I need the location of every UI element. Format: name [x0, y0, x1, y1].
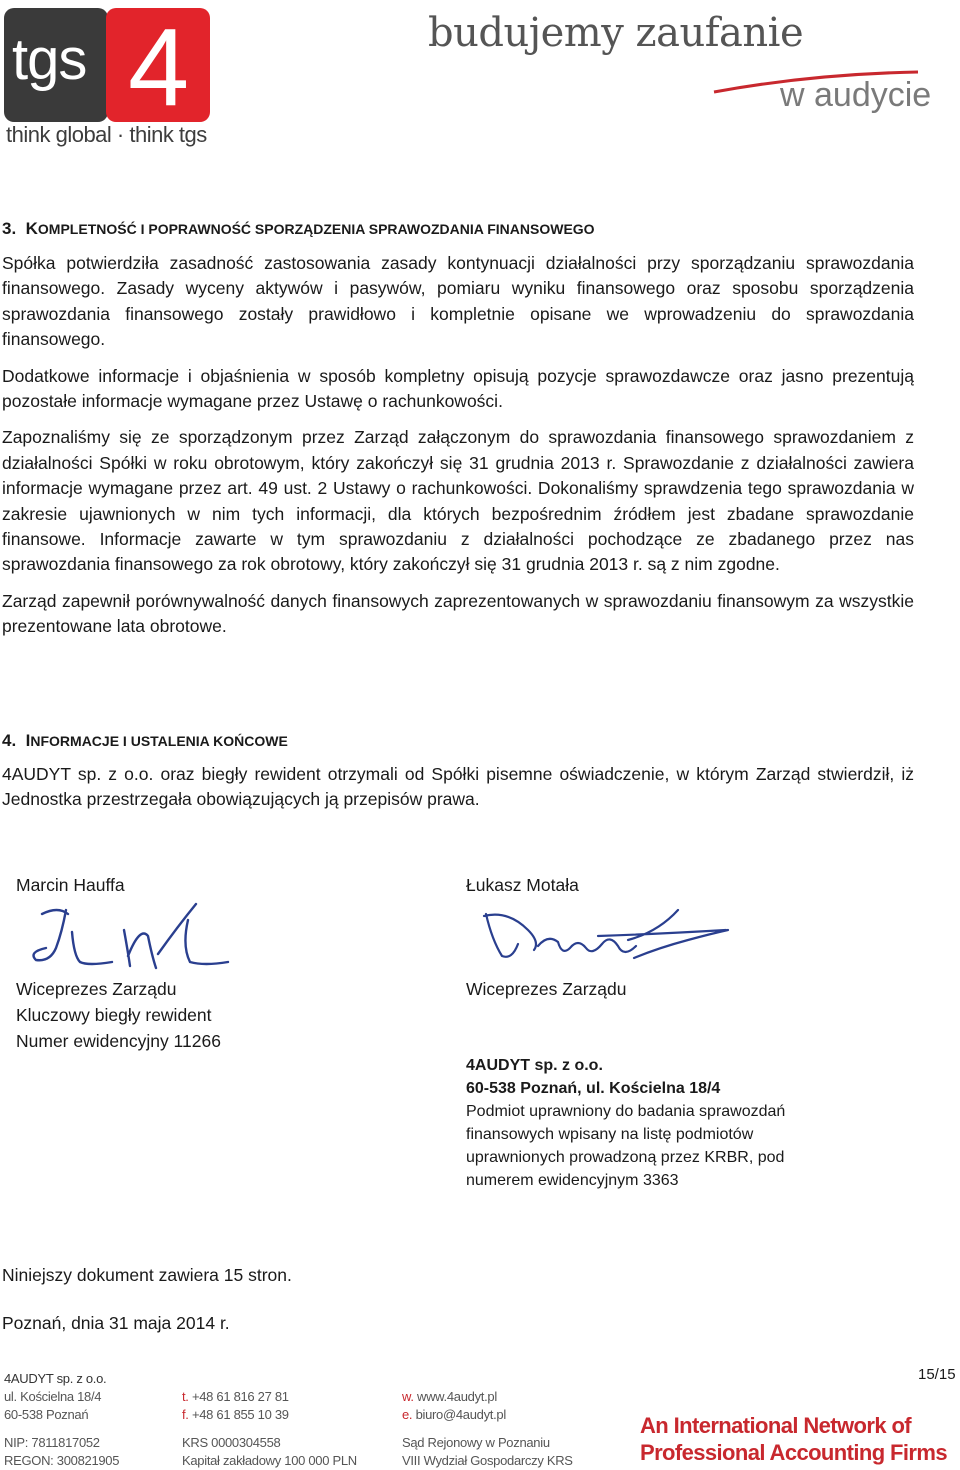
footer-court-1: Sąd Rejonowy w Poznaniu: [402, 1435, 550, 1450]
footer-network-line-1: An International Network of: [640, 1413, 912, 1438]
firm-address: 60-538 Poznań, ul. Kościelna 18/4: [466, 1080, 721, 1097]
section-4-heading: [2, 728, 914, 754]
footer-fax: +48 61 855 10 39: [191, 1407, 289, 1422]
footer-web-block: [402, 1388, 573, 1470]
footer-city: 60-538 Poznań: [4, 1407, 89, 1422]
section-3-heading: [2, 216, 914, 242]
footer-company: 4AUDYT sp. z o.o.: [4, 1371, 107, 1386]
signatory-right-name: Łukasz Motała: [466, 875, 579, 895]
section-4-title-initial: I: [25, 731, 31, 750]
page-number: 15/15: [918, 1366, 956, 1383]
section-3-title-initial: K: [25, 219, 38, 238]
section-3-paragraph-4: Zarząd zapewnił porównywalność danych finansowych zaprezentowanych w sprawozdaniu finansowym za wszystkie prezentowane lata obrotowe.: [2, 590, 914, 637]
firm-description-line-2: finansowych wpisany na listę podmiotów: [466, 1126, 754, 1143]
firm-name: 4AUDYT sp. z o.o.: [466, 1057, 603, 1074]
footer-regon: REGON: 300821905: [4, 1453, 120, 1468]
footer-email[interactable]: biuro@4audyt.pl: [415, 1407, 506, 1422]
slogan-main: budujemy zaufanie: [428, 10, 804, 56]
signatory-left-role-2: Kluczowy biegły rewident: [16, 1005, 212, 1025]
signatory-right-role-1: Wiceprezes Zarządu: [466, 979, 627, 999]
footer-web[interactable]: www.4audyt.pl: [417, 1389, 497, 1404]
section-4-paragraph: 4AUDYT sp. z o.o. oraz biegły rewident otrzymali od Spółki pisemne oświadczenie, w którym Zarząd stwierdził, iż Jednostka przestrzegała obowiązujących ją przepisów prawa.: [2, 764, 914, 810]
footer-email-prefix: e.: [402, 1407, 413, 1422]
section-4-number: 4.: [2, 731, 17, 750]
section-4-title-rest: NFORMACJE I USTALENIA KOŃCOWE: [30, 733, 288, 749]
footer-web-prefix: w.: [402, 1389, 414, 1404]
logo-tagline: think global · think tgs: [6, 122, 207, 147]
signature-right-icon: [478, 900, 738, 970]
footer-network-tagline: [640, 1412, 947, 1466]
footer-phone-prefix: t.: [182, 1389, 189, 1404]
section-3-body: [2, 251, 914, 640]
pages-note: Niniejszy dokument zawiera 15 stron.: [2, 1265, 292, 1285]
footer-nip: NIP: 7811817052: [4, 1435, 100, 1450]
signatory-left-role-1: Wiceprezes Zarządu: [16, 979, 177, 999]
section-3-paragraph-2: Dodatkowe informacje i objaśnienia w sposób kompletny opisują pozycje sprawozdawcze oraz jasno prezentują pozostałe informacje wymagane przez Ustawę o rachunkowości.: [2, 365, 914, 412]
section-3-paragraph-3: Zapoznaliśmy się ze sporządzonym przez Zarząd załączonym do sprawozdania finansowego sprawozdaniem z działalności Spółki w roku obrotowym, który zakończył się 31 grudnia 2013 r. Sprawozdanie z działalności zawiera informacje wymagane przez art. 49 ust. 2 Ustawy o rachunkowości. Dokonaliśmy sprawdzenia tego sprawozdania w zakresie ujawnionych w nim tych informacji, dla których bezpośrednim źródłem jest zbadane sprawozdanie finansowe. Informacje zawarte w tym sprawozdaniu z działalności pochodzące ze zbadanego przez nas sprawozdania finansowego za rok obrotowy, który zakończył się 31 grudnia 2013 r. są z nim zgodne.: [2, 427, 914, 575]
signatory-left-role-3: Numer ewidencyjny 11266: [16, 1031, 221, 1051]
firm-description-line-4: numerem ewidencyjnym 3363: [466, 1172, 679, 1189]
footer-court-2: VIII Wydział Gospodarczy KRS: [402, 1453, 573, 1468]
section-3-number: 3.: [2, 219, 17, 238]
footer-krs: KRS 0000304558: [182, 1435, 281, 1450]
signatory-left-name: Marcin Hauffa: [16, 875, 125, 895]
footer-contact-block: [182, 1388, 357, 1470]
tgs-logo-dark-block: [4, 8, 108, 122]
footer-phone: +48 61 816 27 81: [191, 1389, 289, 1404]
section-3-title-rest: OMPLETNOŚĆ I POPRAWNOŚĆ SPORZĄDZENIA SPRAWOZDANIA FINANSOWEGO: [37, 221, 595, 237]
footer-network-line-2: Professional Accounting Firms: [640, 1440, 947, 1465]
section-4-body: [2, 762, 914, 813]
signature-left-icon: [28, 896, 238, 972]
firm-description-line-1: Podmiot uprawniony do badania sprawozdań: [466, 1103, 786, 1120]
place-date: Poznań, dnia 31 maja 2014 r.: [2, 1313, 230, 1333]
section-3-paragraph-1: Spółka potwierdziła zasadność zastosowania zasady kontynuacji działalności przy sporządzaniu sprawozdania finansowego. Zasady wyceny aktywów i pasywów, pomiaru wyniku finansowego oraz sposobu sporządzenia sprawozdania finansowego zostały prawidłowo i kompletnie opisane we wprowadzeniu do sprawozdania finansowego.: [2, 253, 914, 350]
firm-description-line-3: uprawnionych prowadzoną przez KRBR, pod: [466, 1149, 785, 1166]
tgs-logo-red-block: [106, 6, 210, 129]
logo-red-text: 4: [128, 6, 190, 129]
footer-address-block: [4, 1370, 119, 1470]
logo-dark-text: tgs: [12, 27, 87, 92]
footer-fax-prefix: f.: [182, 1407, 189, 1422]
footer-capital: Kapitał zakładowy 100 000 PLN: [182, 1453, 357, 1468]
slogan-sub: w audycie: [780, 76, 932, 114]
footer-street: ul. Kościelna 18/4: [4, 1389, 102, 1404]
